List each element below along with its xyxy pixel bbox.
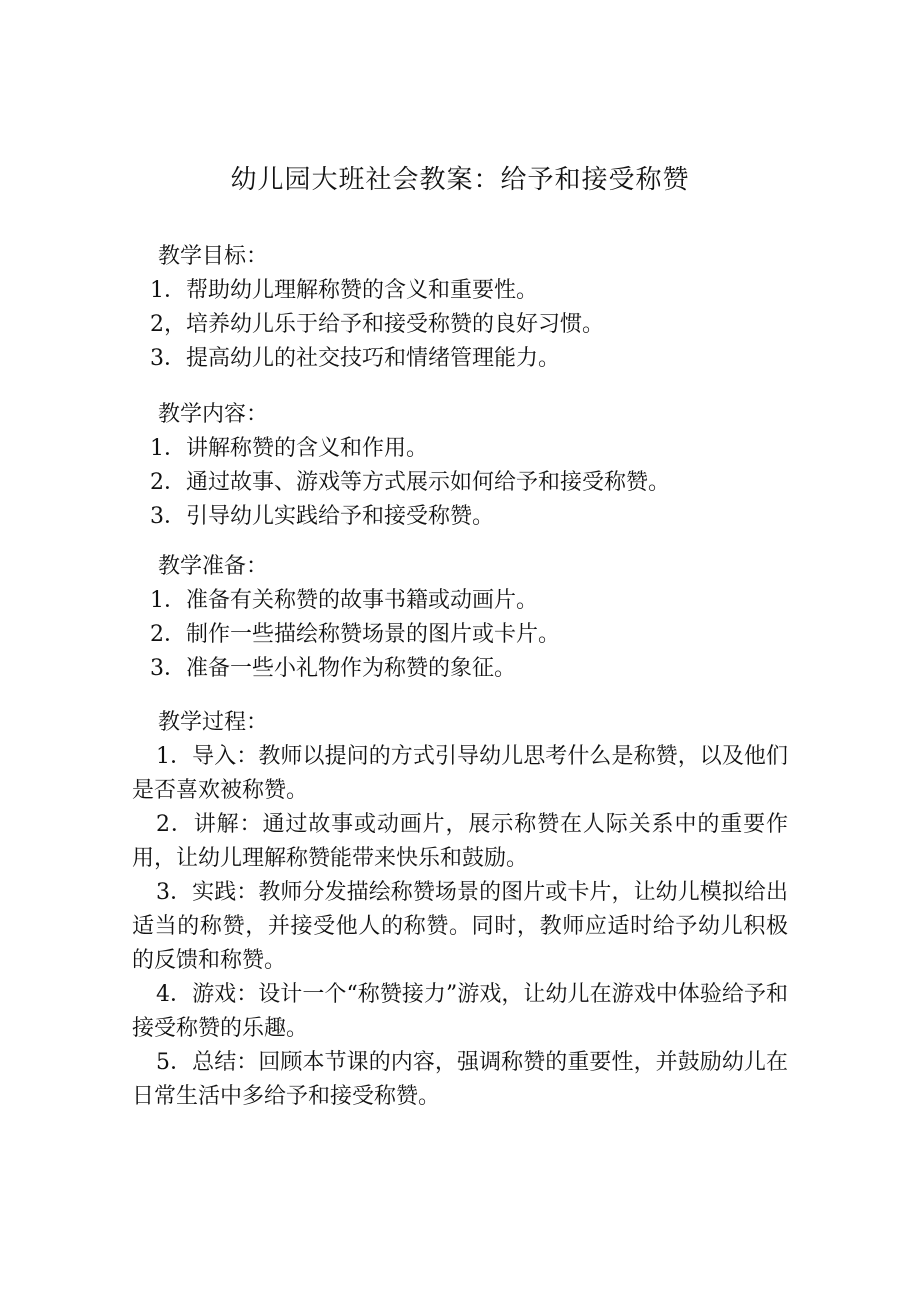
preparation-section xyxy=(150,550,798,686)
objective-item: 3．提高幼儿的社交技巧和情绪管理能力。 xyxy=(150,346,560,371)
content-item: 1．讲解称赞的含义和作用。 xyxy=(150,436,428,461)
objective-item: 1．帮助幼儿理解称赞的含义和重要性。 xyxy=(150,278,538,303)
process-item: 3．实践：教师分发描绘称赞场景的图片或卡片，让幼儿模拟给出适当的称赞，并接受他人的称赞。同时，教师应适时给予幼儿积极的反馈和称赞。 xyxy=(132,880,788,973)
process-section xyxy=(132,740,788,1114)
content-item: 3．引导幼儿实践给予和接受称赞。 xyxy=(150,504,494,529)
process-heading-block xyxy=(158,706,798,740)
content-item: 2．通过故事、游戏等方式展示如何给予和接受称赞。 xyxy=(150,470,670,495)
objectives-section xyxy=(150,240,798,376)
process-item: 5．总结：回顾本节课的内容，强调称赞的重要性，并鼓励幼儿在日常生活中多给予和接受称赞。 xyxy=(132,1050,788,1109)
content-section xyxy=(150,398,798,534)
process-item: 1．导入：教师以提问的方式引导幼儿思考什么是称赞，以及他们是否喜欢被称赞。 xyxy=(132,744,788,803)
preparation-item: 1．准备有关称赞的故事书籍或动画片。 xyxy=(150,588,538,613)
preparation-item: 3．准备一些小礼物作为称赞的象征。 xyxy=(150,656,516,681)
content-heading: 教学内容： xyxy=(158,402,269,427)
process-heading: 教学过程： xyxy=(158,710,269,735)
process-item: 2．讲解：通过故事或动画片，展示称赞在人际关系中的重要作用，让幼儿理解称赞能带来快乐和鼓励。 xyxy=(132,812,788,871)
document-title: 幼儿园大班社会教案：给予和接受称赞 xyxy=(230,165,690,195)
objective-item: 2，培养幼儿乐于给予和接受称赞的良好习惯。 xyxy=(150,312,604,337)
preparation-item: 2．制作一些描绘称赞场景的图片或卡片。 xyxy=(150,622,560,647)
preparation-heading: 教学准备： xyxy=(158,554,269,579)
objectives-heading: 教学目标： xyxy=(158,244,269,269)
process-item: 4．游戏：设计一个“称赞接力”游戏，让幼儿在游戏中体验给予和接受称赞的乐趣。 xyxy=(132,982,788,1041)
